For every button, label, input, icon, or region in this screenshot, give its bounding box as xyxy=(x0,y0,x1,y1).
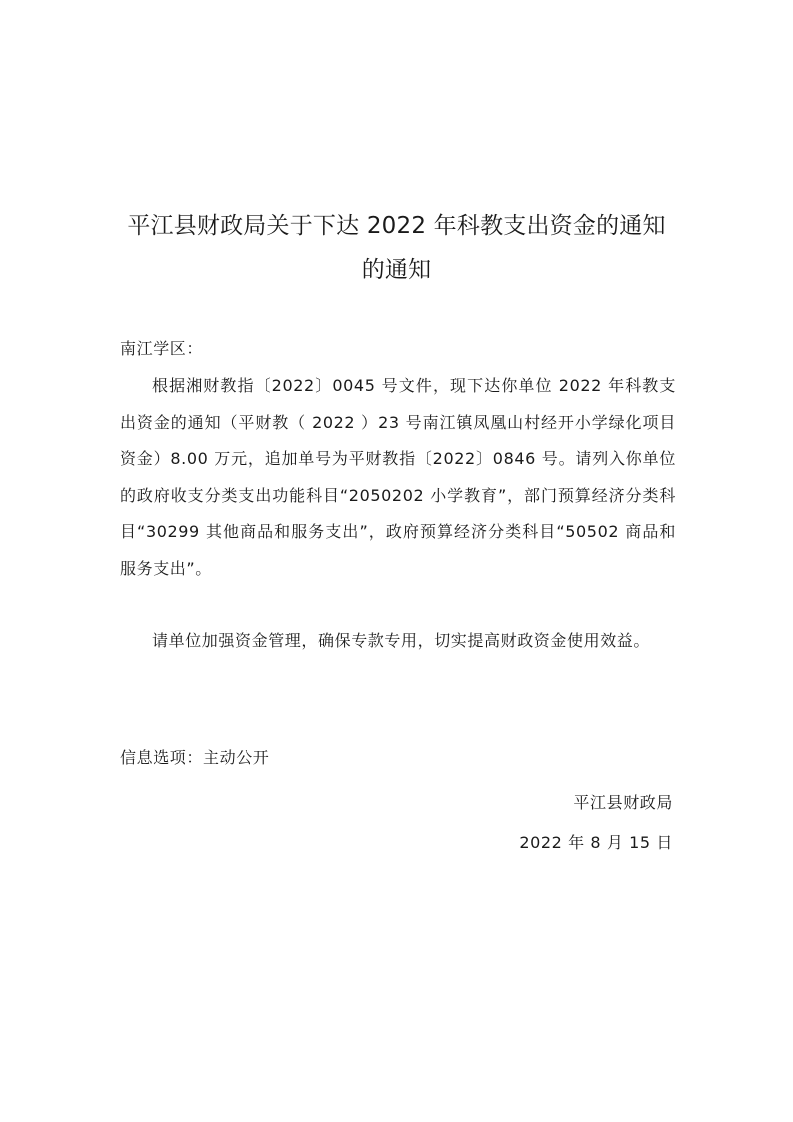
title-line-2: 的通知 xyxy=(361,257,432,283)
document-title xyxy=(110,204,683,292)
salutation: 南江学区： xyxy=(120,339,204,358)
issue-date: 2022 年 8 月 15 日 xyxy=(519,833,673,852)
issuer-name: 平江县财政局 xyxy=(573,793,673,812)
disclosure-option: 信息选项：主动公开 xyxy=(120,748,270,767)
body-paragraph-2: 请单位加强资金管理，确保专款专用，切实提高财政资金使用效益。 xyxy=(152,631,651,650)
title-line-1: 平江县财政局关于下达 2022 年科教支出资金的通知 xyxy=(127,213,666,239)
body-paragraph-1: 根据湘财教指〔2022〕0045 号文件，现下达你单位 2022 年科教支出资金的通知（平财教（ 2022 ）23 号南江镇凤凰山村经开小学绿化项目资金）8.00 万元，追加单号为平财教指〔2022〕0846 号。请列入你单位的政府收支分类支出功能科目“2050202 小学教育”，部门预算经济分类科目“30299 其他商品和服务支出”，政府预算经济分类科目“50502 商品和服务支出”。 xyxy=(120,376,676,578)
